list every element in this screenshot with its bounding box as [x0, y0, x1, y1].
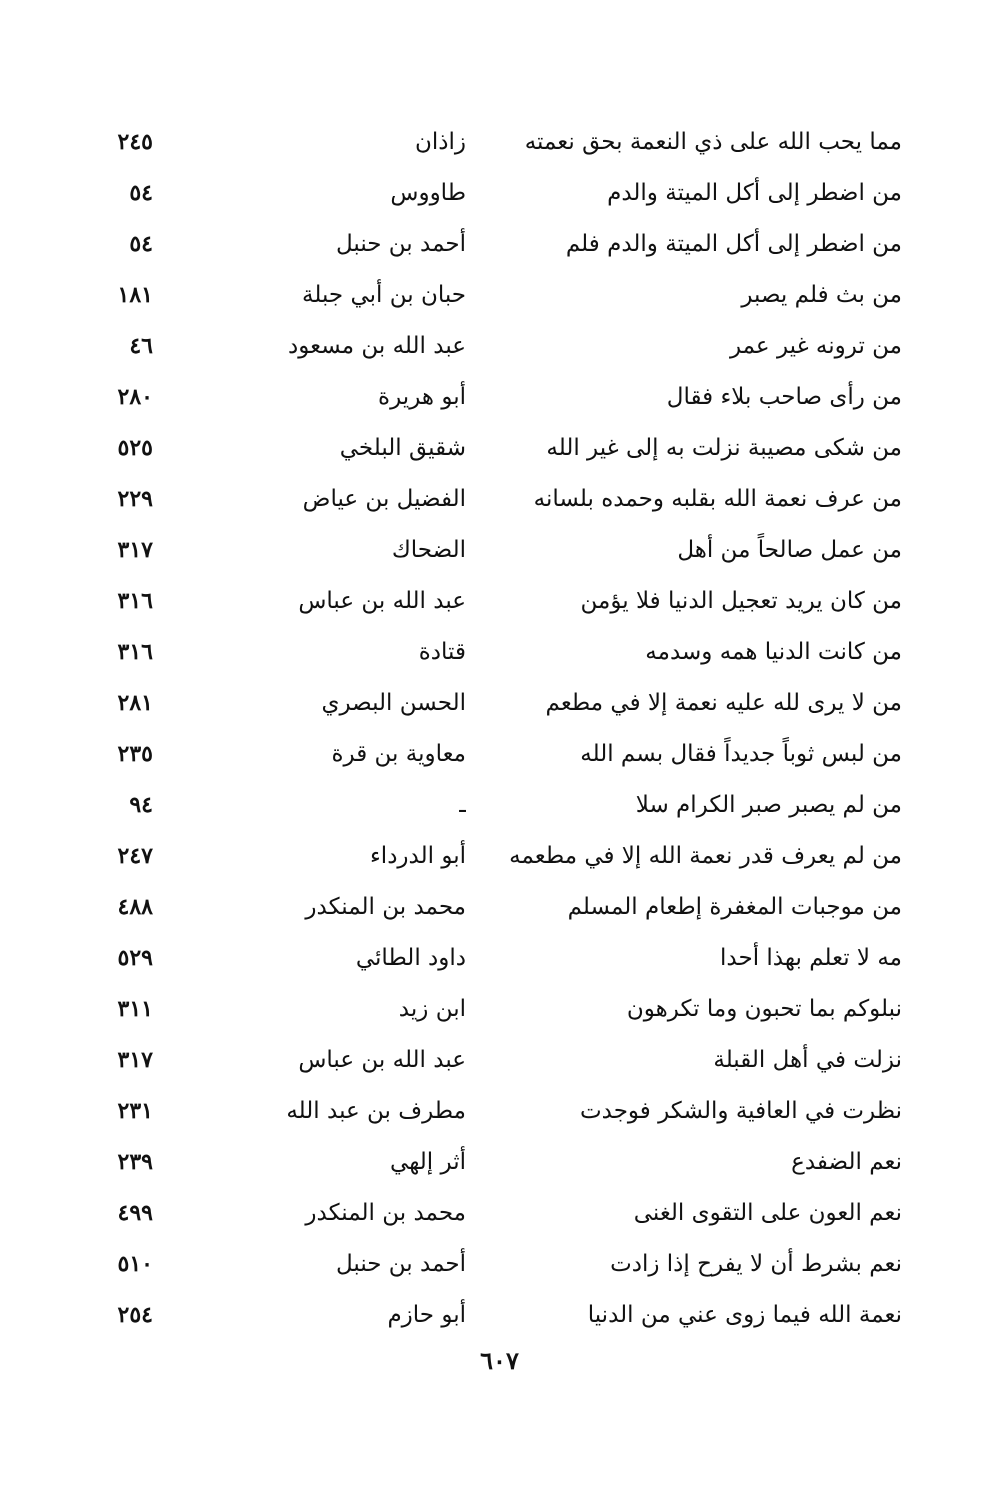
- page-number: ٦٠٧: [480, 1346, 519, 1375]
- index-phrase: من اضطر إلى أكل الميتة والدم فلم: [565, 231, 902, 257]
- index-narrator: عبد الله بن عباس: [298, 1047, 466, 1073]
- index-narrator: أثر إلهي: [390, 1149, 466, 1175]
- index-page-ref: ٣١١: [117, 996, 153, 1022]
- index-page-ref: ٣١٦: [117, 588, 153, 614]
- index-narrator: الحسن البصري: [321, 690, 466, 716]
- index-phrase: من بث فلم يصبر: [741, 282, 902, 308]
- index-row: [0, 729, 999, 780]
- index-row: [0, 780, 999, 831]
- index-phrase: نظرت في العافية والشكر فوجدت: [579, 1098, 902, 1124]
- index-page-ref: ٢٤٥: [117, 129, 153, 155]
- index-narrator: عبد الله بن مسعود: [288, 333, 466, 359]
- index-phrase: نعمة الله فيما زوى عني من الدنيا: [587, 1302, 902, 1328]
- index-phrase: من لبس ثوباً جديداً فقال بسم الله: [580, 741, 902, 767]
- index-row: [0, 1086, 999, 1137]
- index-phrase: من موجبات المغفرة إطعام المسلم: [567, 894, 902, 920]
- index-narrator: قتادة: [418, 639, 466, 665]
- index-narrator: الفضيل بن عياض: [302, 486, 466, 512]
- index-row: [0, 627, 999, 678]
- index-phrase: من لا يرى لله عليه نعمة إلا في مطعم: [545, 690, 902, 716]
- index-page-ref: ١٨١: [117, 282, 153, 308]
- index-phrase: نعم بشرط أن لا يفرح إذا زادت: [610, 1251, 902, 1277]
- index-narrator: معاوية بن قرة: [331, 741, 466, 767]
- index-page-ref: ٥٤: [129, 231, 153, 257]
- index-page-ref: ٤٩٩: [117, 1200, 153, 1226]
- index-page-ref: ٤٦: [129, 333, 153, 359]
- index-phrase: نبلوكم بما تحبون وما تكرهون: [626, 996, 902, 1022]
- index-phrase: نعم الضفدع: [791, 1149, 902, 1175]
- index-page-ref: ٣١٧: [117, 537, 153, 563]
- index-narrator: مطرف بن عبد الله: [286, 1098, 466, 1124]
- index-page-ref: ٢٣٩: [117, 1149, 153, 1175]
- index-narrator: أبو حازم: [387, 1302, 466, 1328]
- index-row: [0, 1290, 999, 1341]
- index-narrator: عبد الله بن عباس: [298, 588, 466, 614]
- index-narrator: ابن زيد: [398, 996, 466, 1022]
- index-phrase: نزلت في أهل القبلة: [713, 1047, 902, 1073]
- index-phrase: من اضطر إلى أكل الميتة والدم: [607, 180, 902, 206]
- index-narrator: محمد بن المنكدر: [305, 894, 466, 920]
- index-page-ref: ٥١٠: [117, 1251, 153, 1277]
- index-row: [0, 372, 999, 423]
- index-phrase: من شكى مصيبة نزلت به إلى غير الله: [546, 435, 902, 461]
- index-row: [0, 1239, 999, 1290]
- index-narrator: أحمد بن حنبل: [335, 1251, 466, 1277]
- index-row: [0, 474, 999, 525]
- index-row: [0, 933, 999, 984]
- index-phrase: من كان يريد تعجيل الدنيا فلا يؤمن: [580, 588, 902, 614]
- index-row: [0, 321, 999, 372]
- index-row: [0, 117, 999, 168]
- index-phrase: نعم العون على التقوى الغنى: [633, 1200, 902, 1226]
- index-narrator: الضحاك: [391, 537, 466, 563]
- index-narrator: أبو الدرداء: [369, 843, 466, 869]
- index-narrator: طاووس: [390, 180, 466, 206]
- index-narrator: أحمد بن حنبل: [335, 231, 466, 257]
- index-row: [0, 678, 999, 729]
- index-phrase: من لم يصبر صبر الكرام سلا: [635, 792, 902, 818]
- index-phrase: من لم يعرف قدر نعمة الله إلا في مطعمه: [509, 843, 902, 869]
- index-narrator: محمد بن المنكدر: [305, 1200, 466, 1226]
- index-row: [0, 168, 999, 219]
- index-page-ref: ٥٤: [129, 180, 153, 206]
- index-phrase: من عرف نعمة الله بقلبه وحمده بلسانه: [533, 486, 902, 512]
- index-row: [0, 1188, 999, 1239]
- index-row: [0, 270, 999, 321]
- index-page-ref: ٢٣٥: [117, 741, 153, 767]
- index-row: [0, 219, 999, 270]
- index-narrator: زاذان: [414, 129, 466, 155]
- index-page-ref: ٣١٧: [117, 1047, 153, 1073]
- index-page-ref: ٢٤٧: [117, 843, 153, 869]
- index-phrase: من رأى صاحب بلاء فقال: [666, 384, 902, 410]
- index-phrase: من كانت الدنيا همه وسدمه: [645, 639, 902, 665]
- index-row: [0, 831, 999, 882]
- index-page-ref: ٣١٦: [117, 639, 153, 665]
- index-page-ref: ٢٨٠: [117, 384, 153, 410]
- index-row: [0, 576, 999, 627]
- index-phrase: مما يحب الله على ذي النعمة بحق نعمته: [524, 129, 902, 155]
- index-page-ref: ٢٥٤: [117, 1302, 153, 1328]
- index-row: [0, 1035, 999, 1086]
- index-page-ref: ٩٤: [129, 792, 153, 818]
- index-row: [0, 882, 999, 933]
- index-page-ref: ٢٣١: [117, 1098, 153, 1124]
- index-page-ref: ٥٢٥: [117, 435, 153, 461]
- index-table: [0, 117, 999, 1341]
- index-narrator: حبان بن أبي جبلة: [302, 282, 466, 308]
- index-page-ref: ٢٨١: [117, 690, 153, 716]
- index-phrase: من عمل صالحاً من أهل: [677, 537, 902, 563]
- index-phrase: من ترونه غير عمر: [729, 333, 902, 359]
- index-row: [0, 1137, 999, 1188]
- index-narrator: داود الطائي: [355, 945, 466, 971]
- index-page-ref: ٥٢٩: [117, 945, 153, 971]
- index-narrator: ـ: [459, 792, 466, 818]
- index-page-ref: ٢٢٩: [117, 486, 153, 512]
- index-page-ref: ٤٨٨: [117, 894, 153, 920]
- index-row: [0, 423, 999, 474]
- index-narrator: أبو هريرة: [378, 384, 466, 410]
- index-row: [0, 984, 999, 1035]
- index-narrator: شقيق البلخي: [339, 435, 466, 461]
- index-phrase: مه لا تعلم بهذا أحدا: [720, 945, 902, 971]
- index-row: [0, 525, 999, 576]
